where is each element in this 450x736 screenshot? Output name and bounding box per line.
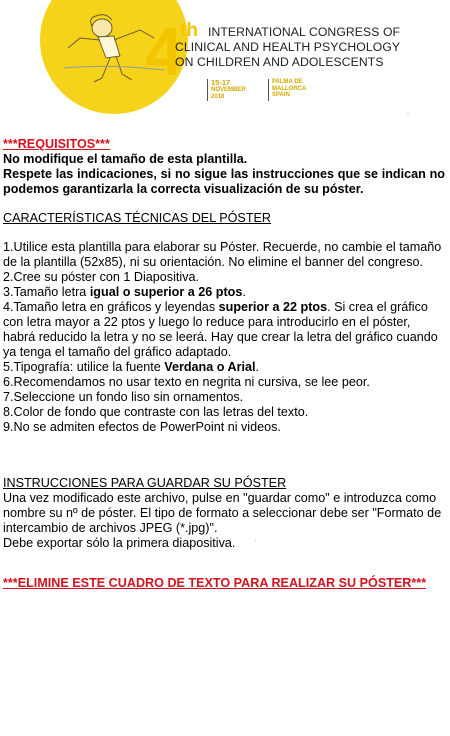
item-5-end: .: [255, 360, 259, 374]
item-8: 8.Color de fondo que contraste con las letras del texto.: [3, 405, 309, 419]
divider: [207, 79, 208, 101]
item-4-bold: superior a 22 ptos: [218, 300, 328, 314]
place-line-1: PALMA DE: [272, 79, 303, 85]
item-2: 2.Cree su póster con 1 Diapositiva.: [3, 270, 200, 284]
speck: [407, 113, 409, 114]
item-7: 7.Seleccione un fondo liso sin ornamentos.: [3, 390, 244, 404]
item-4: [3, 300, 445, 360]
item-5-bold: Verdana o Arial: [164, 360, 256, 374]
date-days: 15-17: [211, 78, 231, 87]
edition-ordinal: th: [180, 20, 198, 41]
congress-title-line-3: ON CHILDREN AND ADOLESCENTS: [175, 55, 384, 69]
item-1: 1.Utilice esta plantilla para elaborar su Póster. Recuerde, no cambie el tamaño de la plantilla (52x85), ni su orientación. No elimine el banner del congreso.: [3, 240, 442, 269]
divider: [268, 79, 269, 101]
item-3: [3, 285, 445, 300]
item-4-text: 4.Tamaño letra en gráficos y leyendas: [3, 300, 219, 314]
date-year: 2018: [211, 93, 225, 100]
guardar-heading: INSTRUCCIONES PARA GUARDAR SU PÓSTER: [3, 476, 287, 490]
congress-place: [272, 79, 306, 99]
congress-title-line-2: CLINICAL AND HEALTH PSYCHOLOGY: [175, 40, 401, 54]
place-line-3: SPAIN: [272, 92, 290, 98]
congress-title-line-1: INTERNATIONAL CONGRESS OF: [208, 25, 401, 39]
guardar-line-2: Debe exportar sólo la primera diapositiva.: [3, 536, 236, 550]
item-3-text: 3.Tamaño letra: [3, 285, 90, 299]
requisitos-heading: ***REQUISITOS***: [3, 137, 110, 151]
item-5-text: 5.Tipografía: utilice la fuente: [3, 360, 165, 374]
item-5: [3, 360, 445, 375]
item-9: 9.No se admiten efectos de PowerPoint ni videos.: [3, 420, 281, 434]
item-6: 6.Recomendamos no usar texto en negrita ni cursiva, se lee peor.: [3, 375, 370, 389]
place-line-2: MALLORCA: [272, 85, 307, 92]
instructions-text-box[interactable]: [3, 137, 445, 591]
congress-dates: [211, 79, 246, 100]
item-3-end: .: [242, 285, 246, 299]
guardar-line-1: Una vez modificado este archivo, pulse en "guardar como" e introduzca como nombre su nº de póster. El tipo de formato a seleccionar debe ser "Formato de intercambio de archivos JPEG (*.jpg)".: [3, 491, 442, 535]
requisitos-line-1: No modifique el tamaño de esta plantilla.: [3, 152, 248, 166]
edition-number: 4: [145, 14, 183, 90]
requisitos-line-2: Respete las indicaciones, si no sigue las instrucciones que se indican no podemos garantizarla la correcta visualización de su póster.: [3, 167, 445, 196]
congress-banner: [0, 0, 450, 122]
date-month: NOVEMBER: [211, 87, 246, 93]
caracteristicas-heading: CARACTERÍSTICAS TÉCNICAS DEL PÓSTER: [3, 211, 272, 225]
item-3-bold: igual o superior a 26 ptos: [89, 285, 243, 299]
item-4-end: . Si crea el gráfico con letra mayor a 22 ptos y luego lo reduce para introducirlo en el póster, habrá reducido la letra y no se leerá. Hay que crear la letra del gráfico cuando ya tenga el tamaño del gráfico adaptado.: [3, 300, 438, 359]
delete-textbox-warning: ***ELIMINE ESTE CUADRO DE TEXTO PARA REALIZAR SU PÓSTER***: [3, 576, 427, 590]
